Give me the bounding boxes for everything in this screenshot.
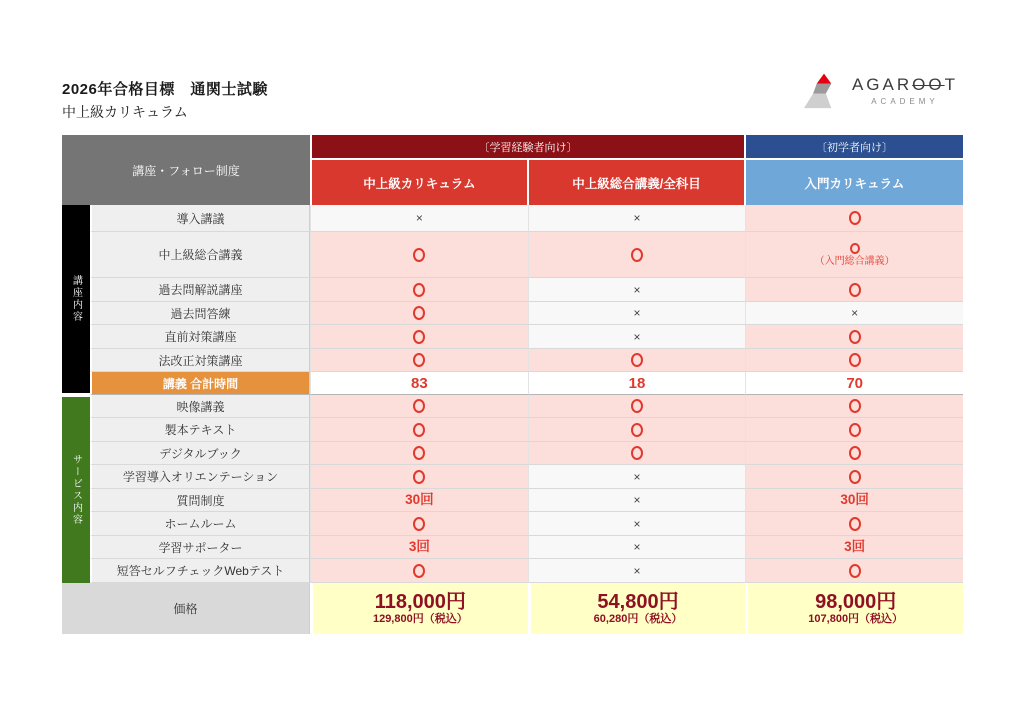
- mark-cell: [745, 232, 963, 278]
- table-row: [62, 325, 963, 349]
- circle-mark-icon: [849, 564, 861, 578]
- row-label: 短答セルフチェックWebテスト: [90, 559, 310, 583]
- circle-mark-icon: [849, 423, 861, 437]
- mark-cell: [745, 418, 963, 442]
- mark-cell: [528, 512, 746, 536]
- cross-mark-icon: ×: [633, 563, 641, 578]
- logo-name: AGAROOT: [851, 74, 958, 94]
- section-bar-label: サービス内容: [70, 454, 82, 526]
- cross-mark-icon: ×: [633, 516, 641, 531]
- circle-mark-icon: [631, 248, 643, 262]
- mark-cell: [310, 489, 528, 512]
- mark-cell: [528, 395, 746, 418]
- row-label: ホームルーム: [90, 512, 310, 536]
- table-row: [62, 489, 963, 512]
- row-label: 質問制度: [90, 489, 310, 512]
- circle-mark-icon: [631, 353, 643, 367]
- mark-cell: [745, 395, 963, 418]
- cross-mark-icon: ×: [415, 211, 423, 225]
- band-beginner: 〔初学者向け〕: [744, 135, 963, 158]
- mark-cell: [745, 278, 963, 302]
- row-label: 過去問答練: [90, 302, 310, 325]
- row-label: 導入講議: [90, 205, 310, 232]
- mark-cell: [745, 442, 963, 465]
- agaroot-logo: [804, 70, 958, 110]
- mark-cell: [310, 465, 528, 489]
- row-label: 製本テキスト: [90, 418, 310, 442]
- mark-cell: [745, 349, 963, 372]
- mark-cell: [310, 512, 528, 536]
- mark-cell: [528, 349, 746, 372]
- column-header-chujokyu-curriculum: 中上級カリキュラム: [310, 158, 527, 205]
- circle-mark-icon: [849, 353, 861, 367]
- mark-cell: [528, 418, 746, 442]
- mark-cell: [528, 465, 746, 489]
- cross-mark-icon: ×: [633, 329, 641, 344]
- circle-mark-icon: [849, 211, 861, 225]
- comparison-table: [62, 135, 963, 634]
- price-sub: 107,800円（税込）: [808, 612, 904, 625]
- experienced-group: [310, 135, 744, 205]
- column-header-nyumon-curriculum: 入門カリキュラム: [744, 158, 963, 205]
- circle-mark-icon: [413, 399, 425, 413]
- row-label: 過去問解説講座: [90, 278, 310, 302]
- document-header: [62, 78, 268, 122]
- mark-cell: [745, 302, 963, 325]
- cross-mark-icon: ×: [633, 493, 641, 507]
- mark-cell: [310, 302, 528, 325]
- count-mark: 30回: [405, 492, 434, 508]
- corner-header: 講座・フォロー制度: [62, 135, 310, 205]
- mark-cell: [310, 278, 528, 302]
- table-row: [62, 442, 963, 465]
- table-header: [62, 135, 963, 205]
- section-bar-label: 講座内容: [70, 275, 82, 323]
- price-sub: 129,800円（税込）: [372, 612, 468, 625]
- logo-text: [852, 75, 958, 106]
- circle-mark-icon: [849, 517, 861, 531]
- cross-mark-icon: ×: [851, 306, 859, 320]
- mark-cell: [310, 536, 528, 559]
- price-sub: 60,280円（税込）: [593, 612, 683, 625]
- circle-mark-icon: [413, 353, 425, 367]
- mark-cell: [310, 349, 528, 372]
- row-label: 講義 合計時間: [90, 372, 310, 395]
- table-row: [62, 465, 963, 489]
- row-label: 中上級総合講義: [90, 232, 310, 278]
- table-body: [62, 205, 963, 634]
- circle-mark-icon: [413, 564, 425, 578]
- row-label: 直前対策講座: [90, 325, 310, 349]
- cross-mark-icon: ×: [633, 306, 641, 320]
- count-mark: 3回: [408, 539, 430, 555]
- circle-mark-icon: [631, 446, 643, 460]
- mark-cell: [310, 325, 528, 349]
- band-experienced: 〔学習経験者向け〕: [310, 135, 744, 158]
- mark-cell: [745, 512, 963, 536]
- table-row: [62, 278, 963, 302]
- total-value-cell: 83: [310, 372, 528, 395]
- row-label: 映像講義: [90, 395, 310, 418]
- section-bar-course: [62, 205, 90, 393]
- circle-mark-icon: [849, 446, 861, 460]
- mark-cell: [745, 325, 963, 349]
- price-main: 98,000円: [815, 590, 897, 613]
- mark-cell: [745, 205, 963, 232]
- mark-cell: [310, 205, 528, 232]
- page-title: 2026年合格目標 通関士試験: [62, 81, 268, 98]
- beginner-columns: [744, 158, 963, 205]
- row-label: 学習導入オリエンテーション: [90, 465, 310, 489]
- price-cell: [745, 583, 963, 634]
- section-bar-service: [62, 397, 90, 583]
- beginner-group: [744, 135, 963, 205]
- circle-mark-icon: [631, 423, 643, 437]
- circle-mark-icon: [849, 399, 861, 413]
- total-value-cell: 70: [745, 372, 963, 395]
- circle-mark-icon: [850, 243, 860, 254]
- count-mark: 3回: [844, 539, 866, 555]
- mark-cell: [310, 418, 528, 442]
- price-cell: [310, 583, 528, 634]
- mark-cell: [310, 442, 528, 465]
- mark-cell: [310, 395, 528, 418]
- circle-mark-icon: [849, 283, 861, 297]
- logo-sub: ACADEMY: [871, 96, 939, 106]
- mark-cell: [528, 302, 746, 325]
- count-mark: 30回: [840, 492, 869, 508]
- mark-cell: [528, 442, 746, 465]
- mark-cell: [528, 205, 746, 232]
- price-main: 54,800円: [597, 590, 679, 613]
- row-label-price: 価格: [62, 583, 310, 634]
- table-row: [62, 205, 963, 232]
- mark-cell: [310, 559, 528, 583]
- table-row: [62, 349, 963, 372]
- experienced-columns: [310, 158, 744, 205]
- mark-cell: [528, 536, 746, 559]
- mark-cell: [745, 536, 963, 559]
- row-label: 学習サポーター: [90, 536, 310, 559]
- mark-cell: [745, 465, 963, 489]
- table-row: [62, 559, 963, 583]
- mark-cell: [745, 489, 963, 512]
- mark-cell: [528, 278, 746, 302]
- cross-mark-icon: ×: [633, 540, 641, 554]
- mark-cell: [310, 232, 528, 278]
- mark-cell: [528, 559, 746, 583]
- circle-mark-icon: [413, 248, 425, 262]
- table-row: [62, 512, 963, 536]
- table-row: [62, 302, 963, 325]
- total-value-cell: 18: [528, 372, 746, 395]
- price-cell: [528, 583, 746, 634]
- table-row: [62, 536, 963, 559]
- table-row: [62, 232, 963, 278]
- mark-cell: [528, 325, 746, 349]
- cross-mark-icon: ×: [633, 469, 641, 484]
- table-row: [62, 418, 963, 442]
- circle-mark-icon: [413, 330, 425, 344]
- price-main: 118,000円: [374, 590, 466, 613]
- table-row: [62, 372, 963, 395]
- mark-cell: [528, 489, 746, 512]
- row-label: 法改正対策講座: [90, 349, 310, 372]
- table-row: [62, 583, 963, 634]
- mark-note: （入門総合講義）: [814, 255, 895, 267]
- circle-mark-icon: [849, 330, 861, 344]
- table-row: [62, 395, 963, 418]
- circle-mark-icon: [413, 283, 425, 297]
- column-header-sogo-kogi: 中上級総合講義/全科目: [527, 158, 744, 205]
- cross-mark-icon: ×: [633, 282, 641, 297]
- cross-mark-icon: ×: [633, 211, 641, 225]
- circle-mark-icon: [631, 399, 643, 413]
- mark-cell: [528, 232, 746, 278]
- mark-cell: [745, 559, 963, 583]
- circle-mark-icon: [413, 423, 425, 437]
- circle-mark-icon: [413, 517, 425, 531]
- circle-mark-icon: [413, 446, 425, 460]
- page-subtitle: 中上級カリキュラム: [62, 104, 188, 120]
- circle-mark-icon: [413, 470, 425, 484]
- circle-mark-icon: [413, 306, 425, 320]
- triangle-logo-icon: [804, 70, 844, 110]
- row-label: デジタルブック: [90, 442, 310, 465]
- circle-mark-icon: [849, 470, 861, 484]
